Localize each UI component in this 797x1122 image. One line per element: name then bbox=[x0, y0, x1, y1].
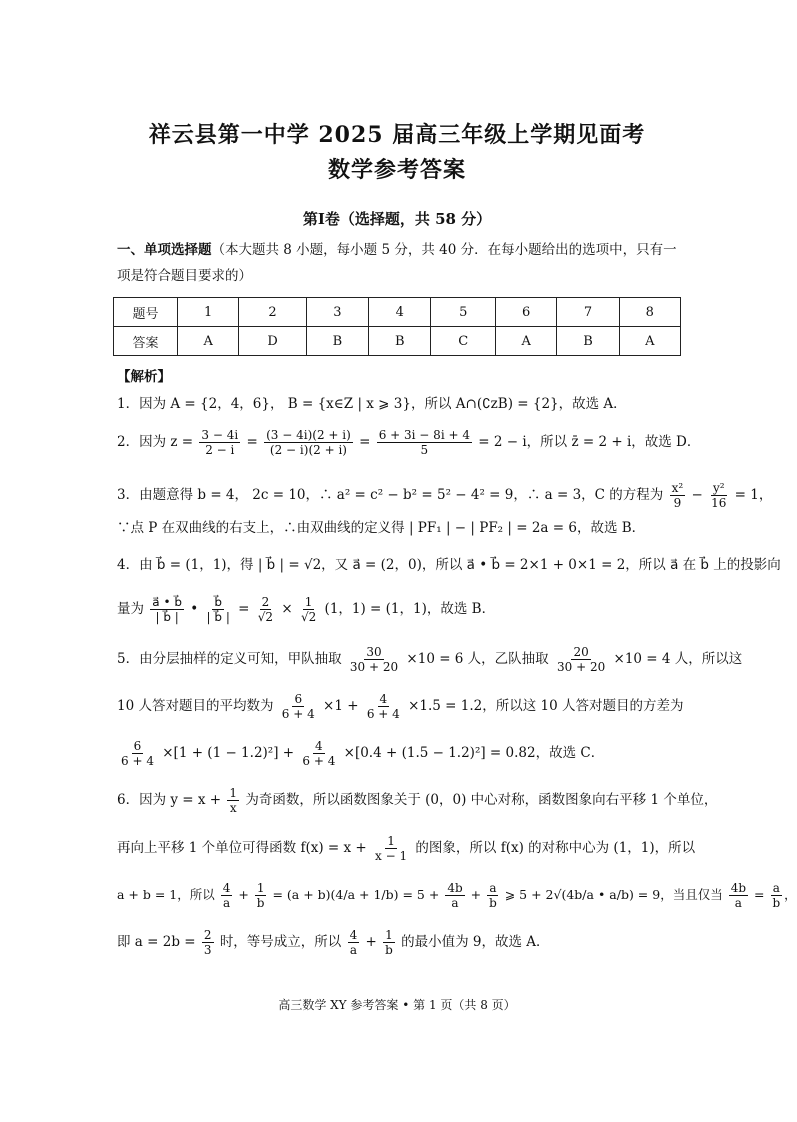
solution-4-line1: 4．由 b⃗ = (1，1)，得 | b⃗ | = √2，又 a⃗ = (2，0)，所以 a⃗ • b⃗ = 2×1 + 0×1 = 2，所以 a⃗ 在 b⃗ 上的投影向 bbox=[117, 557, 781, 573]
numerator: 6 + 3i − 8i + 4 bbox=[378, 428, 470, 442]
numerator: a⃗ • b⃗ bbox=[152, 595, 182, 609]
text-span: 3．由题意得 b = 4， 2c = 10，∴ a² = c² − b² = 5² − 4² = 9，∴ a = 3，C 的方程为 bbox=[117, 487, 664, 503]
numerator: 3 − 4i bbox=[201, 428, 239, 442]
table-cell: 5 bbox=[431, 298, 496, 327]
fraction bbox=[150, 595, 184, 624]
table-cell: 1 bbox=[178, 298, 239, 327]
fraction bbox=[555, 645, 607, 674]
table-cell: B bbox=[369, 327, 431, 356]
numerator: 4b bbox=[447, 881, 463, 895]
table-cell: A bbox=[496, 327, 557, 356]
text-span: 即 a = 2b = bbox=[117, 934, 196, 950]
denominator: 6 + 4 bbox=[366, 707, 400, 721]
denominator: 6 + 4 bbox=[281, 707, 315, 721]
fraction bbox=[709, 481, 728, 510]
denominator: x bbox=[229, 801, 237, 815]
denominator: 6 + 4 bbox=[121, 754, 154, 768]
fraction bbox=[365, 692, 402, 721]
part1-desc-line2: 项是符合题目要求的） bbox=[117, 268, 252, 284]
denominator: a bbox=[222, 896, 231, 910]
numerator: 4 bbox=[222, 881, 231, 895]
table-cell: 答案 bbox=[114, 327, 178, 356]
text-span: ×1 + bbox=[323, 698, 359, 714]
numerator: 20 bbox=[573, 645, 589, 659]
denominator: a bbox=[349, 943, 357, 957]
table-row bbox=[114, 298, 681, 327]
numerator: 4 bbox=[349, 928, 358, 942]
fraction bbox=[300, 739, 337, 768]
table-cell: 7 bbox=[557, 298, 619, 327]
text-span: (1，1) = (1，1)，故选 B． bbox=[324, 601, 496, 617]
part1-heading: 一、单项选择题 bbox=[117, 242, 212, 258]
denominator: √2 bbox=[257, 610, 274, 624]
part1-desc: （本大题共 8 小题，每小题 5 分，共 40 分．在每小题给出的选项中，只有一 bbox=[211, 242, 677, 258]
numerator: 1 bbox=[387, 834, 395, 848]
text-span: ×[0.4 + (1.5 − 1.2)²] = 0.82，故选 C． bbox=[343, 745, 605, 761]
table-cell: C bbox=[431, 327, 496, 356]
fraction bbox=[119, 739, 156, 768]
answer-table bbox=[113, 297, 681, 356]
numerator: 4 bbox=[379, 692, 388, 706]
numerator: 1 bbox=[229, 786, 238, 800]
denominator: a bbox=[451, 896, 459, 910]
text-span: a + b = 1，所以 bbox=[117, 887, 215, 902]
denominator: x − 1 bbox=[375, 849, 408, 863]
table-cell: 4 bbox=[369, 298, 431, 327]
fraction bbox=[377, 428, 472, 457]
text-span: 量为 bbox=[117, 601, 144, 617]
numerator: b⃗ bbox=[214, 595, 223, 609]
numerator: 1 bbox=[385, 928, 393, 942]
fraction bbox=[348, 645, 400, 674]
part1-desc-line1 bbox=[117, 240, 677, 260]
denominator: 3 bbox=[203, 943, 212, 957]
denominator: a bbox=[734, 896, 742, 910]
denominator: | b⃗ | bbox=[155, 610, 179, 624]
denominator: | b⃗ | bbox=[206, 610, 230, 624]
numerator: 1 bbox=[304, 595, 313, 609]
numerator: y² bbox=[712, 481, 725, 495]
numerator: a bbox=[772, 881, 780, 895]
text-span: 的图象，所以 f(x) 的对称中心为 (1，1)，所以 bbox=[415, 840, 696, 856]
numerator: 2 bbox=[203, 928, 212, 942]
fraction bbox=[264, 428, 353, 457]
text-span: = 2 − i，所以 z̄ = 2 + i，故选 D． bbox=[478, 434, 701, 450]
solution-3-line1: 3．由题意得 b = 4， 2c = 10，∴ a² = c² − b² = 5² − 4² = 9，∴ a = 3，C 的方程为 $\frac{\text{x²}}{9}$ − $\frac{\text{y²}}{16}$ = 1， bbox=[117, 481, 773, 510]
text-span: ×10 = 4 人，所以这 bbox=[613, 651, 743, 667]
text-span: 时，等号成立，所以 bbox=[219, 934, 342, 950]
fraction bbox=[202, 928, 214, 957]
solution-3-line2: ∵点 P 在双曲线的右支上，∴由双曲线的定义得 | PF₁ | − | PF₂ | = 2a = 6，故选 B． bbox=[117, 520, 646, 536]
denominator: √2 bbox=[300, 610, 317, 624]
fraction bbox=[670, 481, 686, 510]
denominator: 6 + 4 bbox=[302, 754, 336, 768]
denominator: 5 bbox=[420, 443, 429, 457]
denominator: b bbox=[489, 896, 497, 910]
numerator: 4b bbox=[730, 881, 747, 895]
denominator: b bbox=[256, 896, 265, 910]
text-span: ×[1 + (1 − 1.2)²] + bbox=[162, 745, 295, 761]
fraction bbox=[255, 881, 267, 910]
analysis-label: 【解析】 bbox=[117, 369, 171, 385]
denominator: b bbox=[385, 943, 393, 957]
fraction bbox=[280, 692, 317, 721]
section-title: 第Ⅰ卷（选择题，共 58 分） bbox=[302, 210, 492, 228]
text-span: 2．因为 z = bbox=[117, 434, 194, 450]
numerator: 4 bbox=[315, 739, 323, 753]
table-cell: 3 bbox=[306, 298, 368, 327]
table-cell: B bbox=[306, 327, 368, 356]
table-row bbox=[114, 327, 681, 356]
fraction bbox=[199, 428, 240, 457]
solution-5-line3 bbox=[117, 739, 604, 768]
table-cell: 2 bbox=[239, 298, 306, 327]
text-span: ， bbox=[784, 887, 797, 902]
table-cell: 8 bbox=[619, 298, 680, 327]
table-cell: D bbox=[239, 327, 306, 356]
text-span: 为奇函数，所以函数图象关于 (0，0) 中心对称，函数图象向右平移 1 个单位， bbox=[245, 792, 718, 808]
denominator: 9 bbox=[673, 496, 682, 510]
numerator: x² bbox=[671, 481, 684, 495]
numerator: 30 bbox=[366, 645, 382, 659]
text-span: 再向上平移 1 个单位可得函数 f(x) = x + bbox=[117, 840, 367, 856]
numerator: 1 bbox=[256, 881, 265, 895]
fraction bbox=[205, 595, 232, 624]
text-span: = (a + b)(4/a + 1/b) = 5 + bbox=[272, 887, 440, 902]
numerator: a bbox=[489, 881, 497, 895]
text-span: ×1.5 = 1.2，所以这 10 人答对题目的方差为 bbox=[408, 698, 684, 714]
denominator: (2 − i)(2 + i) bbox=[269, 443, 347, 457]
numerator: 6 bbox=[133, 739, 142, 753]
text-span: 10 人答对题目的平均数为 bbox=[117, 698, 274, 714]
fraction bbox=[348, 928, 360, 957]
denominator: 30 + 20 bbox=[349, 660, 399, 674]
page-subtitle: 数学参考答案 bbox=[327, 157, 466, 183]
fraction bbox=[227, 786, 239, 815]
solution-5-line1 bbox=[117, 645, 742, 674]
text-span: 的最小值为 9，故选 A． bbox=[401, 934, 550, 950]
fraction bbox=[487, 881, 499, 910]
table-cell: 6 bbox=[496, 298, 557, 327]
fraction bbox=[729, 881, 748, 910]
denominator: 16 bbox=[711, 496, 727, 510]
solution-2: 2．因为 z = $\frac{3 - 4i}{2 - i}$ = $\frac{(3 - 4i)(2 + i)}{(2 - i)(2 + i)}$ = $\frac{6 + 3i - 8i + 4}{5}$ = 2 − i，所以 z̄ = 2 + i，故选 D． bbox=[117, 428, 701, 457]
fraction bbox=[221, 881, 233, 910]
solution-6-line4: 即 a = 2b = $\frac{2}{3}$ 时，等号成立，所以 $\frac{4}{a}$ + $\frac{1}{b}$ 的最小值为 9，故选 A． bbox=[117, 928, 550, 957]
fraction bbox=[256, 595, 275, 624]
text-span: = 1， bbox=[734, 487, 773, 503]
numerator: 6 bbox=[294, 692, 303, 706]
table-cell: A bbox=[178, 327, 239, 356]
denominator: 30 + 20 bbox=[556, 660, 606, 674]
page-title: 祥云县第一中学 2025 届高三年级上学期见面考 bbox=[148, 122, 646, 148]
numerator: 2 bbox=[261, 595, 270, 609]
table-cell: B bbox=[557, 327, 619, 356]
table-cell: A bbox=[619, 327, 680, 356]
text-span: 5．由分层抽样的定义可知，甲队抽取 bbox=[117, 651, 342, 667]
numerator: (3 − 4i)(2 + i) bbox=[266, 428, 351, 442]
solution-5-line2 bbox=[117, 692, 684, 721]
solution-6-line2 bbox=[117, 834, 695, 863]
solution-6-line3: a + b = 1，所以 $\frac{4}{a}$ + $\frac{1}{b}$ = (a + b)(4/a + 1/b) = 5 + $\frac{4b}{a}$ + $\frac{a}{b}$ ⩾ 5 + 2√(4b/a • a/b) = 9，当且仅当 $\frac{4b}{a}$ = $\frac{a}{b}$ ， bbox=[117, 881, 797, 910]
denominator: 2 − i bbox=[205, 443, 235, 457]
text-span: ×10 = 6 人，乙队抽取 bbox=[406, 651, 549, 667]
page-footer: 高三数学 XY 参考答案 • 第 1 页（共 8 页） bbox=[278, 998, 516, 1012]
solution-6-line1 bbox=[117, 786, 717, 815]
text-span: ⩾ 5 + 2√(4b/a • a/b) = 9，当且仅当 bbox=[504, 887, 723, 902]
text-span: 6．因为 y = x + bbox=[117, 792, 222, 808]
fraction bbox=[383, 928, 395, 957]
fraction bbox=[445, 881, 464, 910]
fraction bbox=[373, 834, 409, 863]
table-cell: 题号 bbox=[114, 298, 178, 327]
solution-1: 1．因为 A = {2，4，6}， B = {x∈Z | x ⩾ 3}，所以 A∩(∁zB) = {2}，故选 A． bbox=[117, 396, 627, 412]
denominator: b bbox=[772, 896, 781, 910]
fraction bbox=[299, 595, 318, 624]
fraction bbox=[770, 881, 782, 910]
solution-4-line2: 量为 $\frac{a⃗ • b⃗}{| b⃗ |}$ • $\frac{b⃗}{| b⃗ |}$ = $\frac{2}{√2}$ × $\frac{1}{√2}$ (1，1) = (1，1)，故选 B． bbox=[117, 595, 496, 624]
